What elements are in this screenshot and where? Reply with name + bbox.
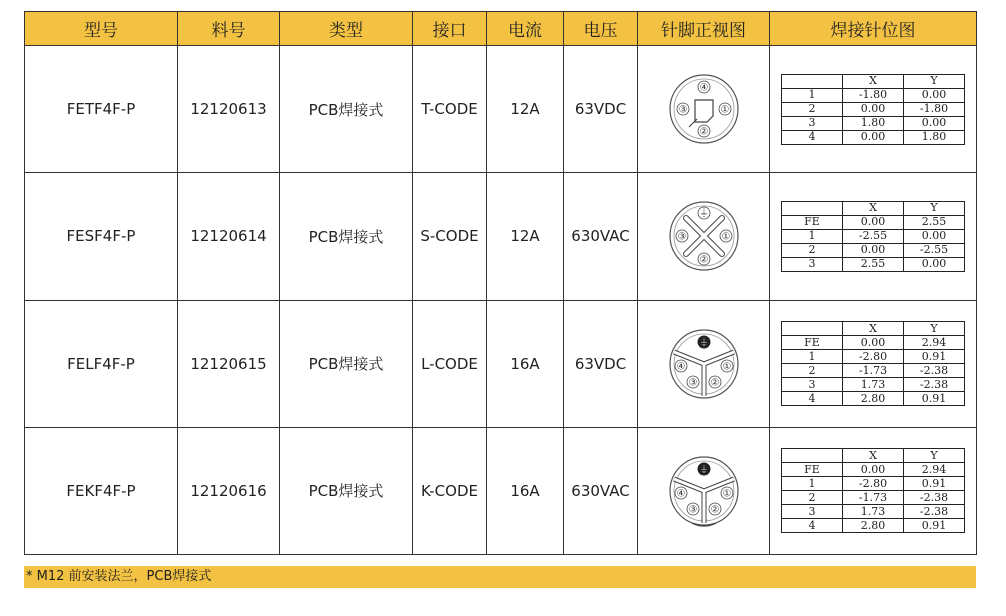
model-cell: FETF4F-P	[25, 46, 178, 173]
part-number-cell: 12120616	[178, 427, 280, 554]
product-spec-table	[24, 11, 977, 555]
pin-coordinate-cell: 1.80	[904, 130, 965, 144]
current-cell: 12A	[487, 173, 564, 300]
pin-header-cell	[782, 201, 843, 215]
pin-table-row	[782, 491, 965, 505]
pin-coordinate-cell: 1	[782, 88, 843, 102]
pin-coordinate-cell: 2.80	[843, 519, 904, 533]
pin-coordinate-cell: 0.00	[843, 215, 904, 229]
pin-coordinate-cell: -2.38	[904, 491, 965, 505]
pin-front-view-cell	[638, 46, 770, 173]
pin-number-text: ②	[710, 504, 719, 516]
pin-coordinate-cell: -1.80	[843, 88, 904, 102]
pin-number-text: ②	[699, 126, 708, 138]
pin-coordinate-cell: 1.73	[843, 378, 904, 392]
pin-coordinate-table	[781, 321, 965, 406]
k-code-pin-front-view	[664, 451, 744, 531]
pin-table-row	[782, 350, 965, 364]
pin-table-row	[782, 463, 965, 477]
pin-table-row	[782, 229, 965, 243]
pin-3-label	[676, 230, 688, 243]
pin-number-text: ①	[722, 488, 731, 500]
model-cell: FESF4F-P	[25, 173, 178, 300]
pin-coordinate-cell: 0.00	[904, 88, 965, 102]
pin-coordinate-cell: -2.80	[843, 477, 904, 491]
table-row	[25, 46, 977, 173]
pin-table-header	[782, 74, 965, 88]
pin-table-header	[782, 201, 965, 215]
voltage-cell: 630VAC	[564, 173, 638, 300]
pin-coordinate-cell: 0.00	[843, 336, 904, 350]
pin-coordinate-cell: -1.73	[843, 491, 904, 505]
pin-coordinate-cell: 2	[782, 102, 843, 116]
pin-coordinate-cell: 0.91	[904, 350, 965, 364]
type-cell: PCB焊接式	[280, 300, 413, 427]
pin-coordinate-cell: 3	[782, 257, 843, 271]
pin-coordinate-table	[781, 201, 965, 272]
pin-header-cell: X	[843, 74, 904, 88]
pin-coordinate-cell: 1	[782, 229, 843, 243]
pin-table-row	[782, 505, 965, 519]
pin-coordinate-cell: 2	[782, 364, 843, 378]
pin-coordinate-cell: -1.80	[904, 102, 965, 116]
pin-front-view-cell	[638, 427, 770, 554]
pin-coordinate-cell: 0.00	[843, 130, 904, 144]
pin-header-cell: Y	[904, 449, 965, 463]
pin-table-row	[782, 215, 965, 229]
l-code-pin-front-view	[664, 324, 744, 404]
pin-number-text: ②	[699, 254, 708, 266]
pin-3-label	[677, 103, 689, 116]
model-cell: FEKF4F-P	[25, 427, 178, 554]
pin-coordinate-cell: 2.55	[843, 257, 904, 271]
pin-coordinate-cell: 4	[782, 519, 843, 533]
pin-coordinate-cell: 1.80	[843, 116, 904, 130]
type-cell: PCB焊接式	[280, 427, 413, 554]
pin-number-text: ①	[721, 231, 730, 243]
header-solder-pin-layout: 焊接针位图	[770, 12, 977, 46]
pin-table-row	[782, 102, 965, 116]
table-row	[25, 173, 977, 300]
pin-coordinate-cell: 1	[782, 350, 843, 364]
pin-2-label	[698, 125, 710, 138]
pin-coordinate-cell: 0.91	[904, 519, 965, 533]
header-voltage: 电压	[564, 12, 638, 46]
model-cell: FELF4F-P	[25, 300, 178, 427]
pin-coordinate-cell: 0.00	[843, 243, 904, 257]
footnote: * M12 前安装法兰，PCB焊接式	[24, 566, 976, 588]
pin-header-cell: X	[843, 322, 904, 336]
header-part-number: 料号	[178, 12, 280, 46]
pin-header-cell	[782, 449, 843, 463]
pin-table-row	[782, 116, 965, 130]
pin-table-row	[782, 364, 965, 378]
pin-table-row	[782, 519, 965, 533]
solder-pin-layout-cell	[770, 46, 977, 173]
pin-coordinate-cell: 2.55	[904, 215, 965, 229]
pin-number-text: ②	[710, 377, 719, 389]
pin-coordinate-cell: 3	[782, 378, 843, 392]
pin-fe-label	[698, 207, 710, 220]
s-code-pin-front-view	[664, 196, 744, 276]
pin-coordinate-cell: 4	[782, 392, 843, 406]
solder-pin-layout-cell	[770, 427, 977, 554]
voltage-cell: 63VDC	[564, 300, 638, 427]
pin-2-label	[709, 376, 721, 389]
header-pin-front-view: 针脚正视图	[638, 12, 770, 46]
pin-table-row	[782, 257, 965, 271]
pin-coordinate-cell: -2.38	[904, 364, 965, 378]
pin-coordinate-cell: 0.00	[904, 229, 965, 243]
pin-header-cell: Y	[904, 201, 965, 215]
header-current: 电流	[487, 12, 564, 46]
pin-header-cell: Y	[904, 322, 965, 336]
interface-cell: S-CODE	[413, 173, 487, 300]
table-row	[25, 300, 977, 427]
pin-header-cell	[782, 74, 843, 88]
header-model: 型号	[25, 12, 178, 46]
pin-header-cell: Y	[904, 74, 965, 88]
interface-cell: K-CODE	[413, 427, 487, 554]
pin-coordinate-cell: 2.94	[904, 336, 965, 350]
pin-table-row	[782, 130, 965, 144]
pin-4-label	[675, 487, 687, 500]
pin-coordinate-cell: 1	[782, 477, 843, 491]
pin-table-row	[782, 88, 965, 102]
solder-pin-layout-cell	[770, 300, 977, 427]
pin-1-label	[721, 487, 733, 500]
pin-coordinate-cell: 4	[782, 130, 843, 144]
pin-number-text: ④	[699, 82, 708, 94]
voltage-cell: 630VAC	[564, 427, 638, 554]
pin-number-text: ①	[720, 104, 729, 116]
pin-coordinate-cell: -2.38	[904, 505, 965, 519]
pin-coordinate-cell: FE	[782, 336, 843, 350]
pin-4-label	[698, 81, 710, 94]
solder-pin-layout-cell	[770, 173, 977, 300]
table-row	[25, 427, 977, 554]
pin-number-text: ③	[688, 504, 697, 516]
pin-number-text: ①	[722, 361, 731, 373]
pin-coordinate-cell: -2.55	[843, 229, 904, 243]
current-cell: 16A	[487, 427, 564, 554]
header-row	[25, 12, 977, 46]
voltage-cell: 63VDC	[564, 46, 638, 173]
pin-table-row	[782, 336, 965, 350]
pin-table-row	[782, 392, 965, 406]
type-cell: PCB焊接式	[280, 46, 413, 173]
pin-table-row	[782, 378, 965, 392]
pin-coordinate-cell: -2.80	[843, 350, 904, 364]
pin-coordinate-cell: FE	[782, 463, 843, 477]
pin-coordinate-table	[781, 448, 965, 533]
pin-coordinate-cell: 2.94	[904, 463, 965, 477]
pin-number-text: ③	[678, 104, 687, 116]
pin-coordinate-cell: -2.38	[904, 378, 965, 392]
part-number-cell: 12120615	[178, 300, 280, 427]
interface-cell: T-CODE	[413, 46, 487, 173]
pin-coordinate-cell: 2.80	[843, 392, 904, 406]
pin-header-cell	[782, 322, 843, 336]
header-type: 类型	[280, 12, 413, 46]
pin-table-header	[782, 449, 965, 463]
pin-coordinate-cell: 0.00	[843, 102, 904, 116]
pin-coordinate-cell: 2	[782, 491, 843, 505]
current-cell: 12A	[487, 46, 564, 173]
pin-2-label	[709, 503, 721, 516]
pin-2-label	[698, 253, 710, 266]
pin-number-text: ③	[677, 231, 686, 243]
pin-4-label	[675, 360, 687, 373]
pin-coordinate-cell: 3	[782, 116, 843, 130]
pin-header-cell: X	[843, 449, 904, 463]
pin-3-label	[687, 503, 699, 516]
pin-coordinate-cell: 1.73	[843, 505, 904, 519]
pin-3-label	[687, 376, 699, 389]
pin-table-row	[782, 243, 965, 257]
pin-coordinate-cell: 0.91	[904, 477, 965, 491]
part-number-cell: 12120613	[178, 46, 280, 173]
pin-coordinate-table	[781, 74, 965, 145]
pin-coordinate-cell: 3	[782, 505, 843, 519]
pin-table-row	[782, 477, 965, 491]
pin-coordinate-cell: 0.00	[904, 257, 965, 271]
pin-coordinate-cell: 0.00	[904, 116, 965, 130]
pin-coordinate-cell: -2.55	[904, 243, 965, 257]
pin-table-header	[782, 322, 965, 336]
pin-front-view-cell	[638, 300, 770, 427]
pin-coordinate-cell: -1.73	[843, 364, 904, 378]
pin-coordinate-cell: 2	[782, 243, 843, 257]
pin-coordinate-cell: 0.00	[843, 463, 904, 477]
pin-number-text: ③	[688, 377, 697, 389]
pin-1-label	[721, 360, 733, 373]
current-cell: 16A	[487, 300, 564, 427]
type-cell: PCB焊接式	[280, 173, 413, 300]
interface-cell: L-CODE	[413, 300, 487, 427]
pin-1-label	[720, 230, 732, 243]
pin-coordinate-cell: FE	[782, 215, 843, 229]
pin-header-cell: X	[843, 201, 904, 215]
pin-1-label	[719, 103, 731, 116]
pin-number-text: ⏚	[698, 465, 709, 476]
header-interface: 接口	[413, 12, 487, 46]
t-code-pin-front-view	[664, 69, 744, 149]
pin-number-text: ⏚	[698, 338, 709, 349]
pin-number-text: ④	[676, 361, 685, 373]
pin-coordinate-cell: 0.91	[904, 392, 965, 406]
part-number-cell: 12120614	[178, 173, 280, 300]
pin-number-text: ④	[676, 488, 685, 500]
pin-number-text: ⏚	[698, 208, 709, 220]
pin-front-view-cell	[638, 173, 770, 300]
